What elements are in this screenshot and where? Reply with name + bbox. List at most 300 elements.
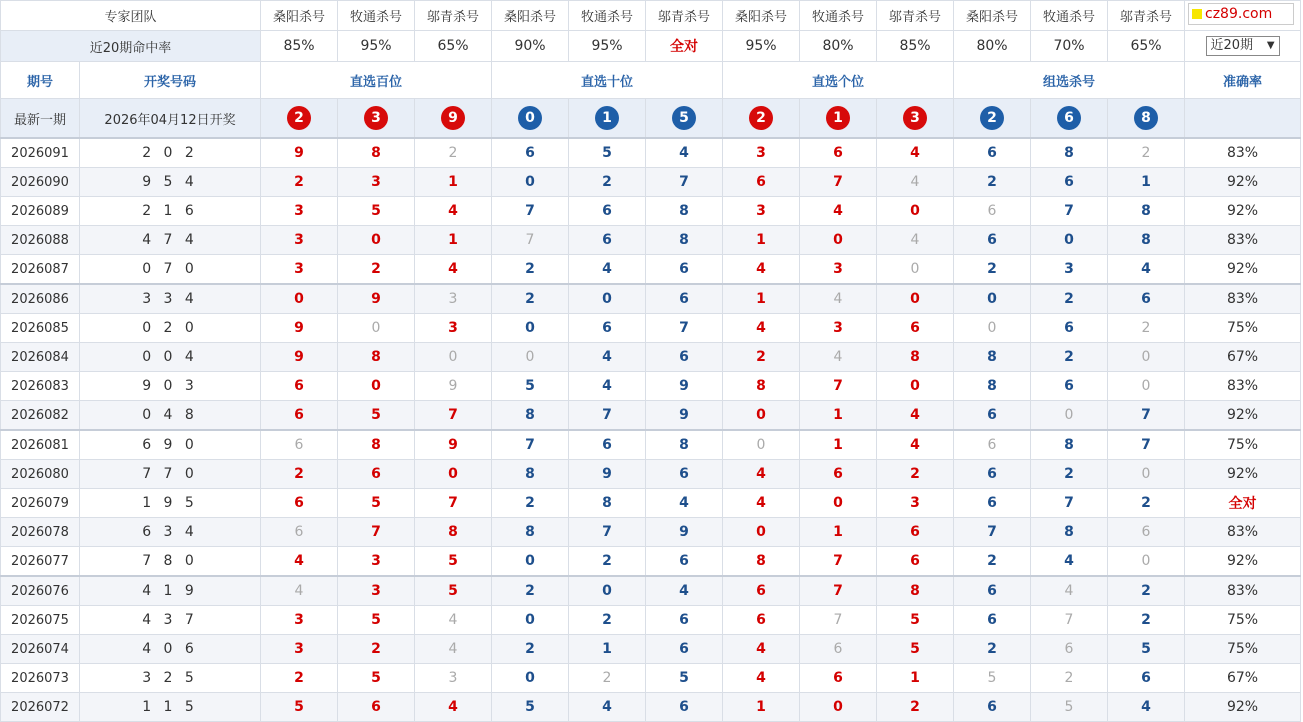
kill-number: 2 <box>1031 343 1108 372</box>
kill-number: 2 <box>569 606 646 635</box>
hit-rate: 95% <box>723 31 800 62</box>
kill-number: 8 <box>877 576 954 606</box>
table-row <box>1 606 1301 635</box>
kill-ball: 0 <box>518 106 542 130</box>
kill-number: 0 <box>877 255 954 285</box>
kill-number: 6 <box>261 401 338 431</box>
draw-number: 4 1 9 <box>80 576 261 606</box>
kill-number: 0 <box>338 314 415 343</box>
kill-number: 5 <box>338 664 415 693</box>
kill-number: 7 <box>646 168 723 197</box>
draw-number: 9 0 3 <box>80 372 261 401</box>
kill-number: 7 <box>569 401 646 431</box>
kill-number: 3 <box>1031 255 1108 285</box>
hit-rate: 95% <box>338 31 415 62</box>
kill-number: 6 <box>646 343 723 372</box>
logo-text: cz89.com <box>1205 6 1273 22</box>
kill-number: 2 <box>261 664 338 693</box>
accuracy: 75% <box>1185 314 1301 343</box>
kill-number: 4 <box>415 693 492 722</box>
kill-number: 2 <box>1108 314 1185 343</box>
kill-number: 5 <box>954 664 1031 693</box>
kill-ball: 1 <box>826 106 850 130</box>
expert-team-row <box>1 1 1301 31</box>
issue-number: 2026077 <box>1 547 80 577</box>
kill-number: 9 <box>646 372 723 401</box>
table-row <box>1 226 1301 255</box>
kill-number: 2 <box>415 138 492 168</box>
kill-number: 2 <box>1108 489 1185 518</box>
kill-number: 8 <box>1108 226 1185 255</box>
draw-number: 0 4 8 <box>80 401 261 431</box>
issue-number: 2026084 <box>1 343 80 372</box>
accuracy: 75% <box>1185 606 1301 635</box>
accuracy: 92% <box>1185 168 1301 197</box>
kill-ball: 6 <box>1057 106 1081 130</box>
kill-ball: 8 <box>1134 106 1158 130</box>
kill-number: 0 <box>877 197 954 226</box>
kill-number: 2 <box>569 547 646 577</box>
issue-number: 2026089 <box>1 197 80 226</box>
expert-name: 牧通杀号 <box>800 1 877 31</box>
kill-number: 0 <box>1031 401 1108 431</box>
kill-number: 4 <box>723 664 800 693</box>
kill-number: 9 <box>261 138 338 168</box>
period-select-value: 近20期 <box>1210 38 1254 53</box>
kill-number: 8 <box>1031 138 1108 168</box>
site-logo[interactable] <box>1188 3 1294 25</box>
latest-row <box>1 99 1301 139</box>
kill-number: 4 <box>569 693 646 722</box>
kill-number: 1 <box>723 693 800 722</box>
kill-number: 5 <box>492 693 569 722</box>
accuracy: 75% <box>1185 635 1301 664</box>
kill-number: 6 <box>261 489 338 518</box>
kill-number: 6 <box>261 518 338 547</box>
kill-number: 2 <box>877 460 954 489</box>
kill-number: 5 <box>1031 693 1108 722</box>
draw-number: 0 0 4 <box>80 343 261 372</box>
kill-number: 6 <box>492 138 569 168</box>
kill-number: 4 <box>646 489 723 518</box>
kill-number: 3 <box>338 547 415 577</box>
kill-number: 4 <box>877 401 954 431</box>
kill-number: 9 <box>415 372 492 401</box>
period-select-cell <box>1185 31 1301 62</box>
accuracy: 75% <box>1185 430 1301 460</box>
table-row <box>1 372 1301 401</box>
kill-number: 6 <box>1031 314 1108 343</box>
kill-number: 9 <box>338 284 415 314</box>
kill-number: 6 <box>800 635 877 664</box>
issue-number: 2026080 <box>1 460 80 489</box>
kill-number: 6 <box>954 576 1031 606</box>
kill-number: 6 <box>877 314 954 343</box>
kill-number: 2 <box>1031 664 1108 693</box>
kill-number: 7 <box>569 518 646 547</box>
kill-number: 4 <box>723 314 800 343</box>
expert-name: 牧通杀号 <box>1031 1 1108 31</box>
kill-number: 2 <box>954 635 1031 664</box>
issue-number: 2026083 <box>1 372 80 401</box>
kill-number: 8 <box>1031 430 1108 460</box>
kill-number: 0 <box>800 226 877 255</box>
kill-number: 2 <box>877 693 954 722</box>
kill-number: 6 <box>338 693 415 722</box>
issue-number: 2026087 <box>1 255 80 285</box>
kill-number: 7 <box>800 372 877 401</box>
kill-number: 2 <box>492 489 569 518</box>
kill-number: 1 <box>800 518 877 547</box>
hit-rate: 85% <box>877 31 954 62</box>
group-combo: 组选杀号 <box>954 62 1185 99</box>
group-tens: 直选十位 <box>492 62 723 99</box>
kill-number: 4 <box>1108 693 1185 722</box>
kill-number: 5 <box>877 635 954 664</box>
kill-number: 6 <box>646 693 723 722</box>
expert-name: 桑阳杀号 <box>492 1 569 31</box>
kill-number: 7 <box>415 489 492 518</box>
table-row <box>1 401 1301 431</box>
issue-number: 2026075 <box>1 606 80 635</box>
issue-number: 2026072 <box>1 693 80 722</box>
kill-number: 2 <box>338 635 415 664</box>
issue-number: 2026082 <box>1 401 80 431</box>
kill-number: 4 <box>877 430 954 460</box>
kill-number: 0 <box>492 664 569 693</box>
kill-number: 4 <box>800 343 877 372</box>
kill-number: 9 <box>646 401 723 431</box>
kill-number: 0 <box>492 168 569 197</box>
kill-ball: 2 <box>980 106 1004 130</box>
kill-number: 6 <box>646 547 723 577</box>
kill-number: 0 <box>1108 547 1185 577</box>
kill-number: 1 <box>415 226 492 255</box>
kill-number: 4 <box>569 343 646 372</box>
kill-number: 7 <box>492 430 569 460</box>
issue-number: 2026081 <box>1 430 80 460</box>
kill-number: 4 <box>877 226 954 255</box>
kill-number: 6 <box>646 635 723 664</box>
kill-number: 2 <box>1031 460 1108 489</box>
draw-number: 0 7 0 <box>80 255 261 285</box>
expert-name: 桑阳杀号 <box>261 1 338 31</box>
expert-name: 牧通杀号 <box>338 1 415 31</box>
kill-number: 4 <box>800 284 877 314</box>
accuracy: 92% <box>1185 255 1301 285</box>
kill-ball: 2 <box>287 106 311 130</box>
issue-number: 2026088 <box>1 226 80 255</box>
draw-number: 3 2 5 <box>80 664 261 693</box>
kill-number: 6 <box>1031 372 1108 401</box>
draw-number: 4 7 4 <box>80 226 261 255</box>
kill-number: 3 <box>338 576 415 606</box>
kill-number: 8 <box>954 372 1031 401</box>
kill-number: 0 <box>954 314 1031 343</box>
hit-rate: 80% <box>954 31 1031 62</box>
kill-number: 5 <box>1108 635 1185 664</box>
kill-number: 6 <box>261 430 338 460</box>
kill-number: 4 <box>1031 576 1108 606</box>
kill-number: 6 <box>954 197 1031 226</box>
kill-number: 8 <box>646 197 723 226</box>
kill-number: 8 <box>415 518 492 547</box>
issue-number: 2026091 <box>1 138 80 168</box>
kill-number: 0 <box>723 518 800 547</box>
kill-number: 0 <box>1108 460 1185 489</box>
kill-number: 6 <box>954 606 1031 635</box>
kill-number: 4 <box>415 197 492 226</box>
kill-number: 6 <box>646 606 723 635</box>
kill-number: 7 <box>1031 197 1108 226</box>
kill-number: 0 <box>569 576 646 606</box>
kill-number: 2 <box>1108 576 1185 606</box>
kill-number: 0 <box>877 284 954 314</box>
draw-number: 4 3 7 <box>80 606 261 635</box>
draw-number: 2 1 6 <box>80 197 261 226</box>
kill-number: 6 <box>954 460 1031 489</box>
accuracy: 83% <box>1185 576 1301 606</box>
hit-rate: 65% <box>1108 31 1185 62</box>
kill-number: 6 <box>338 460 415 489</box>
kill-number: 0 <box>492 606 569 635</box>
kill-number: 0 <box>415 460 492 489</box>
kill-number: 3 <box>261 635 338 664</box>
kill-number: 7 <box>1031 606 1108 635</box>
kill-number: 7 <box>800 606 877 635</box>
history-rows <box>1 138 1301 722</box>
kill-number: 6 <box>954 489 1031 518</box>
kill-number: 6 <box>954 138 1031 168</box>
table-row <box>1 314 1301 343</box>
accuracy: 全对 <box>1185 489 1301 518</box>
accuracy: 92% <box>1185 460 1301 489</box>
draw-number: 7 8 0 <box>80 547 261 577</box>
kill-number: 7 <box>800 168 877 197</box>
kill-number: 7 <box>338 518 415 547</box>
kill-ball: 5 <box>672 106 696 130</box>
kill-number: 3 <box>261 197 338 226</box>
kill-number: 0 <box>569 284 646 314</box>
group-units: 直选个位 <box>723 62 954 99</box>
kill-number: 6 <box>1031 168 1108 197</box>
kill-number: 2 <box>338 255 415 285</box>
draw-number: 6 9 0 <box>80 430 261 460</box>
hit-rate-label: 近20期命中率 <box>1 31 261 62</box>
column-header-row <box>1 62 1301 99</box>
kill-number: 4 <box>569 372 646 401</box>
kill-number: 3 <box>261 226 338 255</box>
kill-number: 7 <box>954 518 1031 547</box>
kill-number: 6 <box>877 518 954 547</box>
issue-number: 2026079 <box>1 489 80 518</box>
kill-number: 5 <box>261 693 338 722</box>
kill-number: 2 <box>261 168 338 197</box>
kill-number: 0 <box>415 343 492 372</box>
kill-number: 6 <box>646 460 723 489</box>
kill-number: 4 <box>877 138 954 168</box>
table-row <box>1 284 1301 314</box>
table-row <box>1 693 1301 722</box>
hit-rate: 70% <box>1031 31 1108 62</box>
table-row <box>1 343 1301 372</box>
kill-number: 6 <box>1031 635 1108 664</box>
kill-number: 2 <box>954 255 1031 285</box>
hit-rate: 全对 <box>646 31 723 62</box>
kill-number: 4 <box>415 255 492 285</box>
kill-number: 2 <box>954 168 1031 197</box>
kill-number: 8 <box>1031 518 1108 547</box>
kill-number: 1 <box>800 401 877 431</box>
hit-rate: 85% <box>261 31 338 62</box>
kill-number: 2 <box>492 576 569 606</box>
table-row <box>1 430 1301 460</box>
accuracy: 92% <box>1185 401 1301 431</box>
kill-number: 0 <box>492 343 569 372</box>
table-row <box>1 255 1301 285</box>
kill-number: 6 <box>646 255 723 285</box>
kill-number: 3 <box>415 314 492 343</box>
kill-number: 0 <box>723 430 800 460</box>
kill-number: 6 <box>954 693 1031 722</box>
kill-number: 8 <box>1108 197 1185 226</box>
expert-name: 桑阳杀号 <box>954 1 1031 31</box>
kill-number: 8 <box>338 343 415 372</box>
latest-accuracy <box>1185 99 1301 139</box>
kill-number: 5 <box>877 606 954 635</box>
kill-ball: 2 <box>749 106 773 130</box>
kill-number: 7 <box>415 401 492 431</box>
kill-number: 9 <box>569 460 646 489</box>
kill-number: 0 <box>261 284 338 314</box>
kill-number: 3 <box>800 314 877 343</box>
kill-number: 9 <box>261 343 338 372</box>
kill-number: 6 <box>954 430 1031 460</box>
kill-number: 2 <box>492 255 569 285</box>
kill-number: 4 <box>415 606 492 635</box>
kill-number: 7 <box>492 226 569 255</box>
kill-number: 6 <box>954 401 1031 431</box>
kill-number: 6 <box>723 606 800 635</box>
col-issue: 期号 <box>1 62 80 99</box>
kill-number: 5 <box>338 489 415 518</box>
hit-rate: 65% <box>415 31 492 62</box>
kill-number: 7 <box>800 547 877 577</box>
kill-number: 6 <box>800 138 877 168</box>
expert-name: 牧通杀号 <box>569 1 646 31</box>
kill-number: 1 <box>723 284 800 314</box>
draw-number: 1 9 5 <box>80 489 261 518</box>
period-select[interactable] <box>1206 36 1280 56</box>
kill-number: 1 <box>1108 168 1185 197</box>
kill-number: 5 <box>569 138 646 168</box>
kill-number: 8 <box>723 547 800 577</box>
kill-number: 8 <box>877 343 954 372</box>
issue-number: 2026078 <box>1 518 80 547</box>
issue-number: 2026076 <box>1 576 80 606</box>
expert-name: 桑阳杀号 <box>723 1 800 31</box>
col-draw: 开奖号码 <box>80 62 261 99</box>
table-row <box>1 664 1301 693</box>
accuracy: 92% <box>1185 547 1301 577</box>
kill-number: 4 <box>1108 255 1185 285</box>
kill-number: 0 <box>492 547 569 577</box>
kill-number: 0 <box>723 401 800 431</box>
accuracy: 83% <box>1185 138 1301 168</box>
kill-number: 5 <box>415 576 492 606</box>
table-row <box>1 576 1301 606</box>
kill-number: 8 <box>646 226 723 255</box>
kill-number: 2 <box>569 664 646 693</box>
kill-number: 5 <box>492 372 569 401</box>
kill-number: 3 <box>723 138 800 168</box>
expert-name: 邬青杀号 <box>415 1 492 31</box>
kill-number: 7 <box>646 314 723 343</box>
table-row <box>1 197 1301 226</box>
table-row <box>1 489 1301 518</box>
kill-number: 0 <box>800 693 877 722</box>
kill-number: 3 <box>261 255 338 285</box>
kill-number: 2 <box>261 460 338 489</box>
kill-number: 4 <box>415 635 492 664</box>
table-row <box>1 168 1301 197</box>
accuracy: 83% <box>1185 284 1301 314</box>
kill-number: 6 <box>954 226 1031 255</box>
kill-number: 3 <box>261 606 338 635</box>
hit-rate-row <box>1 31 1301 62</box>
draw-number: 3 3 4 <box>80 284 261 314</box>
draw-number: 1 1 5 <box>80 693 261 722</box>
kill-number: 4 <box>646 576 723 606</box>
kill-number: 4 <box>723 635 800 664</box>
kill-number: 5 <box>338 401 415 431</box>
kill-number: 2 <box>723 343 800 372</box>
kill-number: 3 <box>338 168 415 197</box>
kill-number: 6 <box>877 547 954 577</box>
kill-number: 0 <box>1031 226 1108 255</box>
col-accuracy: 准确率 <box>1185 62 1301 99</box>
draw-number: 0 2 0 <box>80 314 261 343</box>
kill-number: 8 <box>954 343 1031 372</box>
kill-number: 6 <box>569 197 646 226</box>
kill-number: 4 <box>1031 547 1108 577</box>
kill-number: 6 <box>800 664 877 693</box>
kill-number: 5 <box>646 664 723 693</box>
kill-number: 7 <box>800 576 877 606</box>
kill-number: 9 <box>261 314 338 343</box>
table-row <box>1 518 1301 547</box>
kill-number: 8 <box>492 401 569 431</box>
kill-number: 8 <box>492 518 569 547</box>
kill-number: 1 <box>800 430 877 460</box>
kill-number: 1 <box>723 226 800 255</box>
draw-number: 4 0 6 <box>80 635 261 664</box>
kill-number: 7 <box>1031 489 1108 518</box>
kill-number: 2 <box>1108 138 1185 168</box>
kill-number: 7 <box>1108 401 1185 431</box>
kill-number: 3 <box>800 255 877 285</box>
kill-number: 4 <box>646 138 723 168</box>
kill-number: 3 <box>415 664 492 693</box>
accuracy: 92% <box>1185 197 1301 226</box>
accuracy: 92% <box>1185 693 1301 722</box>
issue-number: 2026074 <box>1 635 80 664</box>
kill-number: 6 <box>723 168 800 197</box>
kill-ball: 3 <box>903 106 927 130</box>
kill-number: 2 <box>1031 284 1108 314</box>
kill-number: 8 <box>646 430 723 460</box>
kill-number: 0 <box>1108 372 1185 401</box>
